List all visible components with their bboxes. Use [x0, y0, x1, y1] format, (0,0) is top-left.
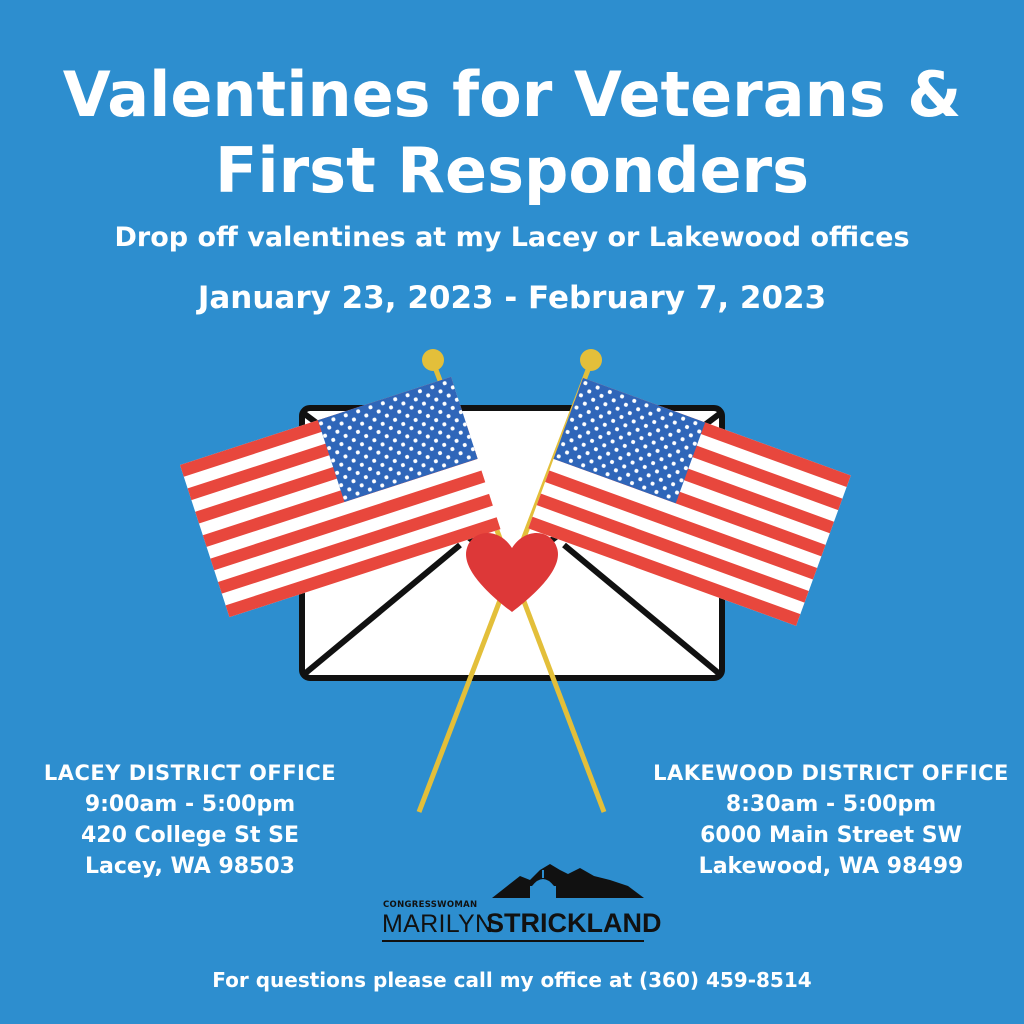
date-range: January 23, 2023 - February 7, 2023 — [197, 280, 827, 316]
logo-first-name: MARILYN — [382, 910, 494, 938]
title-line-1: Valentines for Veterans & — [62, 58, 962, 131]
logo-prefix: CONGRESSWOMAN — [383, 900, 478, 910]
lakewood-office-info — [646, 758, 1016, 882]
footer-contact: For questions please call my office at (360) 459-8514 — [212, 968, 812, 992]
lakewood-office-hours: 8:30am - 5:00pm — [725, 792, 937, 817]
lacey-office-street: 420 College St SE — [80, 823, 300, 848]
envelope-flags-illustration — [0, 330, 1024, 830]
lacey-office-city: Lacey, WA 98503 — [85, 854, 295, 879]
subtitle: Drop off valentines at my Lacey or Lakewood offices — [114, 222, 910, 253]
lakewood-office-name: LAKEWOOD DISTRICT OFFICE — [653, 761, 1009, 785]
lacey-office-name: LACEY DISTRICT OFFICE — [43, 761, 337, 785]
logo-last-name: STRICKLAND — [486, 908, 662, 938]
title-line-2: First Responders — [214, 134, 810, 207]
lakewood-office-city: Lakewood, WA 98499 — [698, 854, 964, 879]
lacey-office-info — [10, 758, 370, 882]
lakewood-office-street: 6000 Main Street SW — [700, 823, 962, 848]
lacey-office-hours: 9:00am - 5:00pm — [84, 792, 296, 817]
congresswoman-logo — [380, 862, 662, 946]
logo-underline — [382, 940, 644, 942]
